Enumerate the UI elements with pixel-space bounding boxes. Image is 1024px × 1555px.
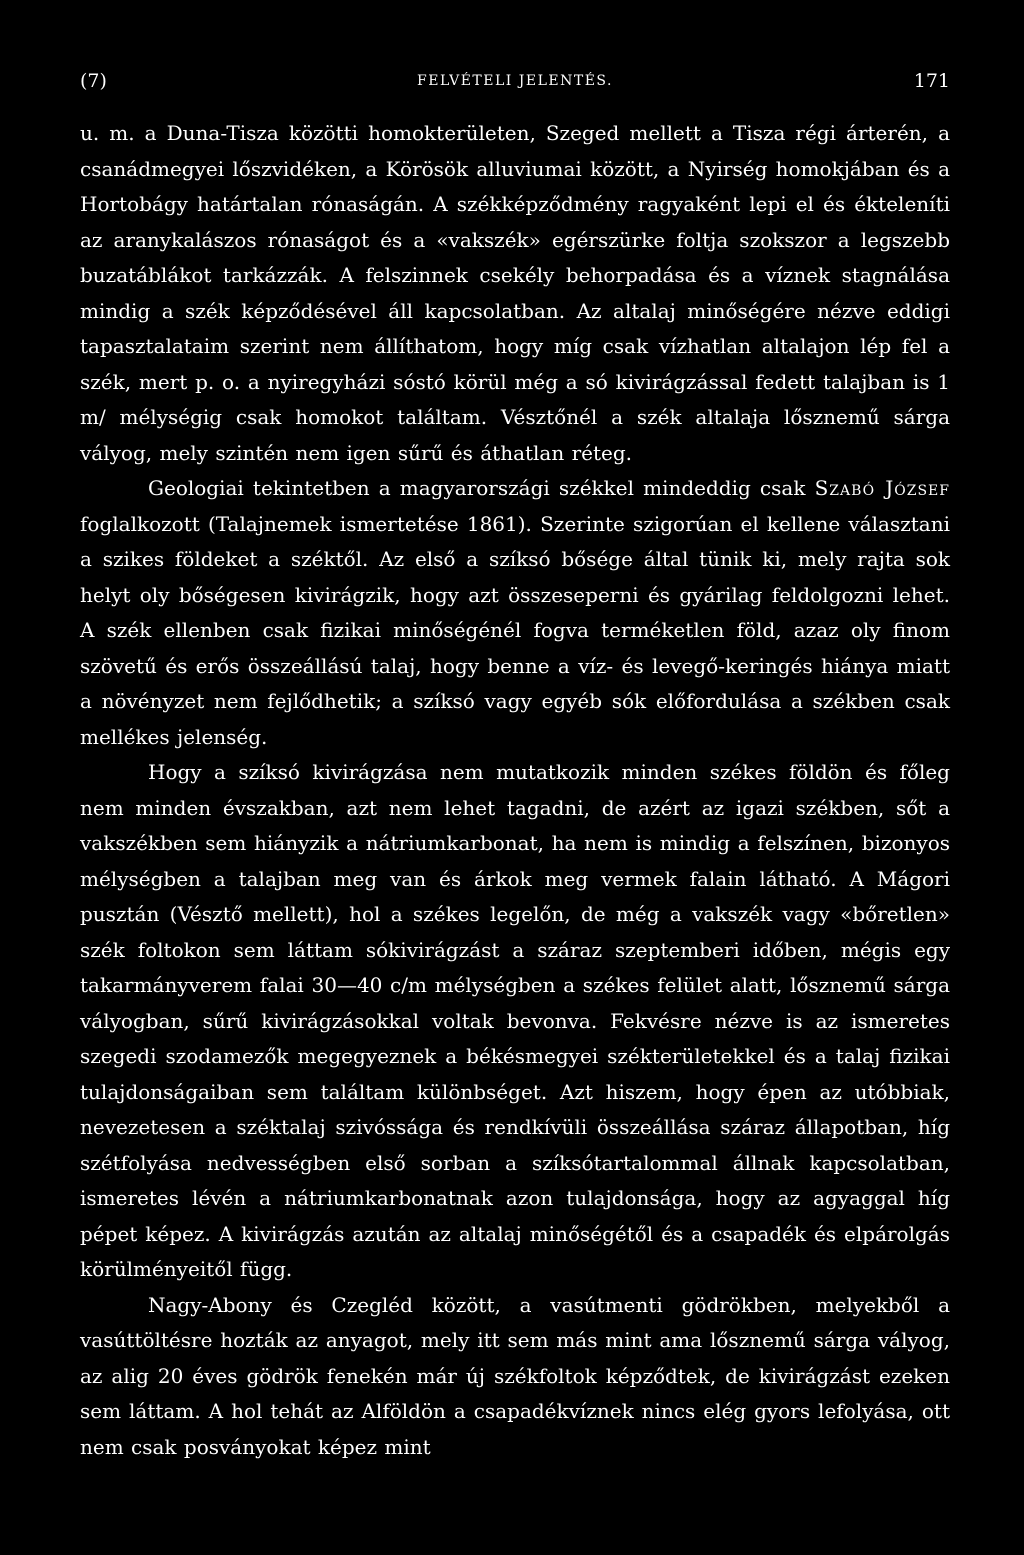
paragraph-2-start: Geologiai tekintetben a magyarországi székkel mindeddig csak (148, 476, 815, 500)
paragraph-2-rest: foglalkozott (Talajnemek ismertetése 1861). Szerinte szigorúan el kellene választani a szikes földeket a széktől. Az első a szíksó bősége által tünik ki, mely rajta sok helyt oly bőségesen kivirágzik, hogy azt összeseperni és gyárilag feldolgozni lehet. A szék ellenben csak fizikai minőségénél fogva terméketlen föld, azaz oly finom szövetű és erős összeállású talaj, hogy benne a víz- és levegő-keringés hiánya miatt a növényzet nem fejlődhetik; a szíksó vagy egyéb sók előfordulása a székben csak mellékes jelenség. (80, 511, 950, 749)
page-number: 171 (913, 70, 950, 92)
paragraph-4: Nagy-Abony és Czegléd között, a vasútmenti gödrökben, melyekből a vasúttöltésre hozták az anyagot, mely itt sem más mint ama lősznemű sárga vályog, az alig 20 éves gödrök fenekén már új székfoltok képződtek, de kivirágzást ezeken sem láttam. A hol tehát az Alföldön a csapadékvíznek nincs elég gyors lefolyása, ott nem csak posványokat képez mint (80, 1292, 950, 1459)
section-number: (7) (80, 70, 107, 92)
running-header (80, 66, 950, 96)
author-name: Szabó József (814, 476, 950, 500)
running-title: FELVÉTELI JELENTÉS. (417, 73, 613, 89)
paragraph-2 (80, 471, 950, 755)
body-text (80, 116, 950, 1465)
paragraph-1: u. m. a Duna-Tisza közötti homokterületen, Szeged mellett a Tisza régi árterén, a csanádmegyei lőszvidéken, a Körösök alluviumai között, a Nyirség homokjában és a Hortobágy határtalan rónaságán. A székképződmény ragyaként lepi el és ékteleníti az aranykalászos rónaságot és a «vakszék» egérszürke foltja szokszor a legszebb buzatáblákot tarkázzák. A felszinnek csekély behorpadása és a víznek stagnálása mindig a szék képződésével áll kapcsolatban. Az altalaj minőségére nézve eddigi tapasztalataim szerint nem állíthatom, hogy míg csak vízhatlan altalajon lép fel a szék, mert p. o. a nyiregyházi sóstó körül még a só kivirágzással fedett talajban is 1 m/ mélységig csak homokot találtam. Vésztőnél a szék altalaja lősznemű sárga vályog, mely szintén nem igen sűrű és áthatlan réteg. (80, 121, 950, 465)
paragraph-3: Hogy a szíksó kivirágzása nem mutatkozik minden székes földön és főleg nem minden évszakban, azt nem lehet tagadni, de azért az igazi székben, sőt a vakszékben sem hiányzik a nátriumkarbonat, ha nem is mindig a felszínen, bizonyos mélységben a talajban meg van és árkok meg vermek falain látható. A Mágori pusztán (Vésztő mellett), hol a székes legelőn, de még a vakszék vagy «bőretlen» szék foltokon sem láttam sókivirágzást a száraz szeptemberi időben, mégis egy takarmányverem falai 30—40 c/m mélységben a székes felület alatt, lősznemű sárga vályogban, sűrű kivirágzásokkal voltak bevonva. Fekvésre nézve is az ismeretes szegedi szodamezők megegyeznek a békésmegyei székterületekkel és a talaj fizikai tulajdonságaiban sem találtam különbséget. Azt hiszem, hogy épen az utóbbiak, nevezetesen a széktalaj szivóssága és rendkívüli összeállása száraz állapotban, híg szétfolyása nedvességben első sorban a szíksótartalommal állnak kapcsolatban, ismeretes lévén a nátriumkarbonatnak azon tulajdonsága, hogy az agyaggal híg pépet képez. A kivirágzás azután az altalaj minőségétől és a csapadék és elpárolgás körülményeitől függ. (80, 760, 950, 1281)
